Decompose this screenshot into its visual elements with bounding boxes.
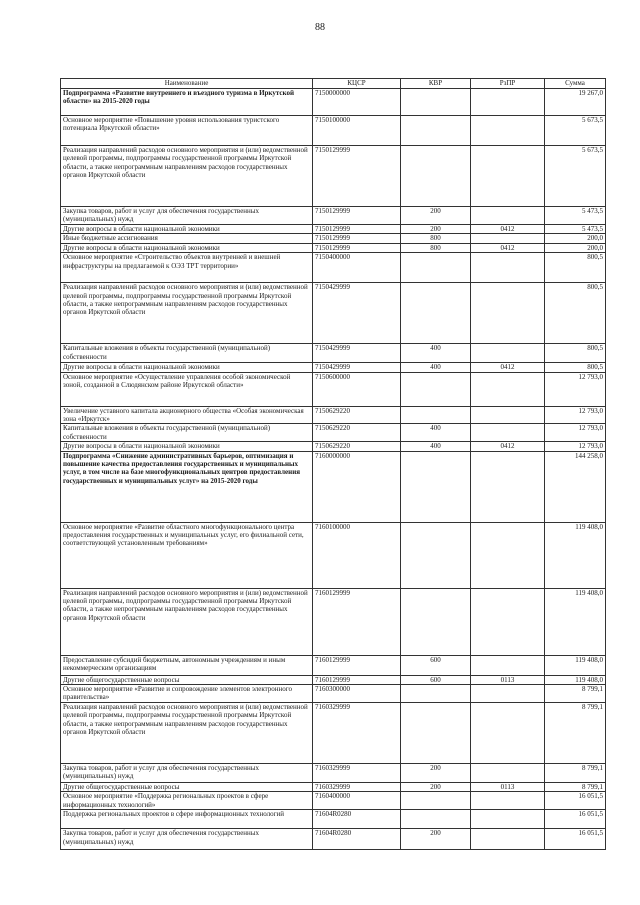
table-cell-sum: 8 799,1 <box>545 783 606 792</box>
table-cell-kvr: 600 <box>401 655 471 675</box>
table-cell-name: Основное мероприятие «Осуществление управления особой экономической зоной, созданной в Слюдянском районе Иркутской области» <box>61 372 313 406</box>
table-cell-kcsr: 7160329999 <box>313 764 401 783</box>
table-cell-rzpr: 0412 <box>471 363 545 372</box>
table-cell-name: Закупка товаров, работ и услуг для обеспечения государственных (муниципальных) нужд <box>61 829 313 850</box>
table-cell-name: Увеличение уставного капитала акционерного общества «Особая экономическая зона «Иркутск» <box>61 406 313 424</box>
table-cell-kvr <box>401 406 471 424</box>
table-cell-rzpr: 0412 <box>471 243 545 252</box>
table-cell-kvr <box>401 703 471 764</box>
table-cell-sum: 200,0 <box>545 243 606 252</box>
table-row <box>61 89 606 116</box>
table-cell-rzpr <box>471 588 545 655</box>
table-cell-rzpr <box>471 89 545 116</box>
table-cell-kvr: 200 <box>401 207 471 225</box>
table-cell-kcsr: 7150129999 <box>313 243 401 252</box>
table-cell-sum: 119 408,0 <box>545 588 606 655</box>
table-cell-name: Основное мероприятие «Строительство объектов внутренней и внешней инфраструктуры на предлагаемой к ОЭЗ ТРТ территории» <box>61 253 313 283</box>
table-cell-sum: 800,5 <box>545 363 606 372</box>
table-cell-rzpr <box>471 829 545 850</box>
table-cell-kvr: 600 <box>401 675 471 684</box>
table-cell-rzpr <box>471 116 545 146</box>
table-cell-sum: 5 473,5 <box>545 225 606 234</box>
table-cell-kcsr: 7160400000 <box>313 792 401 810</box>
table-cell-kvr: 200 <box>401 783 471 792</box>
table-cell-sum: 800,5 <box>545 344 606 363</box>
header-name: Наименование <box>61 79 313 89</box>
table-cell-name: Реализация направлений расходов основного мероприятия и (или) ведомственной целевой программы, подпрограммы государственной программы Иркутской области, а также непрограммным направлениям расходов государственных органов Иркутской области <box>61 283 313 344</box>
table-row <box>61 372 606 406</box>
table-cell-name: Капитальные вложения в объекты государственной (муниципальной) собственности <box>61 344 313 363</box>
table-cell-kvr <box>401 146 471 207</box>
table-cell-name: Подпрограмма «Снижение административных барьеров, оптимизация и повышение качества предоставления государственных и муниципальных услуг, в том числе на базе многофункциональных центров предоставления государственных и муниципальных услуг» на 2015-2020 годы <box>61 451 313 522</box>
table-cell-sum: 119 408,0 <box>545 522 606 588</box>
table-row <box>61 522 606 588</box>
table-cell-kcsr: 7150129999 <box>313 207 401 225</box>
table-cell-sum: 12 793,0 <box>545 406 606 424</box>
table-cell-kcsr: 7150129999 <box>313 234 401 243</box>
table-cell-rzpr <box>471 146 545 207</box>
table-cell-kcsr: 7160329999 <box>313 783 401 792</box>
table-cell-sum: 12 793,0 <box>545 372 606 406</box>
table-row <box>61 588 606 655</box>
budget-table <box>60 78 606 850</box>
table-cell-kvr <box>401 283 471 344</box>
table-cell-rzpr <box>471 685 545 703</box>
table-cell-kcsr: 7150400000 <box>313 253 401 283</box>
header-sum: Сумма <box>545 79 606 89</box>
table-cell-rzpr: 0113 <box>471 783 545 792</box>
table-cell-rzpr <box>471 207 545 225</box>
table-cell-kcsr: 7150429999 <box>313 363 401 372</box>
table-cell-kvr: 200 <box>401 829 471 850</box>
table-row <box>61 207 606 225</box>
table-cell-rzpr: 0113 <box>471 675 545 684</box>
table-cell-rzpr: 0412 <box>471 442 545 451</box>
table-cell-kcsr: 7150129999 <box>313 146 401 207</box>
table-row <box>61 363 606 372</box>
table-cell-rzpr: 0412 <box>471 225 545 234</box>
table-cell-sum: 800,5 <box>545 283 606 344</box>
table-cell-kvr: 200 <box>401 225 471 234</box>
table-cell-kvr: 400 <box>401 442 471 451</box>
table-cell-sum: 8 799,1 <box>545 703 606 764</box>
table-cell-name: Капитальные вложения в объекты государственной (муниципальной) собственности <box>61 424 313 442</box>
table-cell-kcsr: 7160129999 <box>313 588 401 655</box>
table-cell-kvr <box>401 372 471 406</box>
table-cell-kcsr: 7160300000 <box>313 685 401 703</box>
table-row <box>61 243 606 252</box>
table-cell-rzpr <box>471 253 545 283</box>
table-row <box>61 655 606 675</box>
table-cell-rzpr <box>471 703 545 764</box>
table-cell-sum: 5 673,5 <box>545 146 606 207</box>
table-cell-kvr <box>401 451 471 522</box>
table-cell-rzpr <box>471 655 545 675</box>
table-cell-kcsr: 7160129999 <box>313 655 401 675</box>
header-kvr: КВР <box>401 79 471 89</box>
table-cell-kcsr: 7150629220 <box>313 424 401 442</box>
table-cell-name: Другие вопросы в области национальной экономики <box>61 225 313 234</box>
page-number: 88 <box>315 22 325 33</box>
table-cell-rzpr <box>471 372 545 406</box>
table-cell-kcsr: 7160000000 <box>313 451 401 522</box>
table-cell-kcsr: 7150100000 <box>313 116 401 146</box>
table-cell-kcsr: 7160129999 <box>313 675 401 684</box>
table-cell-rzpr <box>471 810 545 829</box>
table-cell-kcsr: 7150429999 <box>313 283 401 344</box>
table-cell-name: Иные бюджетные ассигнования <box>61 234 313 243</box>
table-cell-sum: 144 258,0 <box>545 451 606 522</box>
table-row <box>61 424 606 442</box>
table-cell-kvr: 200 <box>401 764 471 783</box>
table-header-row <box>61 79 606 89</box>
table-cell-name: Другие вопросы в области национальной экономики <box>61 243 313 252</box>
header-rzpr: РзПР <box>471 79 545 89</box>
table-cell-kcsr: 7150429999 <box>313 344 401 363</box>
table-cell-kvr <box>401 89 471 116</box>
table-cell-sum: 8 799,1 <box>545 685 606 703</box>
table-cell-sum: 16 051,5 <box>545 810 606 829</box>
table-cell-name: Закупка товаров, работ и услуг для обеспечения государственных (муниципальных) нужд <box>61 207 313 225</box>
table-cell-name: Основное мероприятие «Повышение уровня использования туристского потенциала Иркутской области» <box>61 116 313 146</box>
table-cell-kvr: 400 <box>401 363 471 372</box>
table-cell-kvr: 400 <box>401 424 471 442</box>
table-row <box>61 829 606 850</box>
table-cell-name: Реализация направлений расходов основного мероприятия и (или) ведомственной целевой программы, подпрограммы государственной программы Иркутской области, а также непрограммным направлениям расходов государственных органов Иркутской области <box>61 146 313 207</box>
table-row <box>61 685 606 703</box>
table-cell-sum: 8 799,1 <box>545 764 606 783</box>
table-cell-kvr <box>401 116 471 146</box>
table-cell-sum: 16 051,5 <box>545 829 606 850</box>
table-cell-name: Другие вопросы в области национальной экономики <box>61 363 313 372</box>
table-cell-rzpr <box>471 522 545 588</box>
table-cell-rzpr <box>471 283 545 344</box>
table-cell-name: Реализация направлений расходов основного мероприятия и (или) ведомственной целевой программы, подпрограммы государственной программы Иркутской области, а также непрограммным направлениям расходов государственных органов Иркутской области <box>61 703 313 764</box>
table-cell-kvr <box>401 685 471 703</box>
table-row <box>61 234 606 243</box>
table-cell-name: Реализация направлений расходов основного мероприятия и (или) ведомственной целевой программы, подпрограммы государственной программы Иркутской области, а также непрограммным направлениям расходов государственных органов Иркутской области <box>61 588 313 655</box>
table-cell-kvr: 800 <box>401 243 471 252</box>
table-row <box>61 225 606 234</box>
table-cell-name: Предоставление субсидий бюджетным, автономным учреждениям и иным некоммерческим организациям <box>61 655 313 675</box>
table-row <box>61 253 606 283</box>
table-cell-kvr <box>401 792 471 810</box>
table-cell-rzpr <box>471 406 545 424</box>
table-cell-name: Основное мероприятие «Развитие и сопровождение элементов электронного правительства» <box>61 685 313 703</box>
table-cell-kcsr: 7150129999 <box>313 225 401 234</box>
table-cell-kcsr: 7160329999 <box>313 703 401 764</box>
table-cell-rzpr <box>471 424 545 442</box>
table-cell-rzpr <box>471 764 545 783</box>
table-cell-rzpr <box>471 792 545 810</box>
table-row <box>61 792 606 810</box>
table-row <box>61 764 606 783</box>
table-row <box>61 810 606 829</box>
table-cell-sum: 200,0 <box>545 234 606 243</box>
table-row <box>61 675 606 684</box>
table-cell-kvr: 400 <box>401 344 471 363</box>
table-cell-kvr <box>401 810 471 829</box>
table-cell-sum: 5 673,5 <box>545 116 606 146</box>
table-cell-rzpr <box>471 234 545 243</box>
table-cell-kcsr: 7150629220 <box>313 406 401 424</box>
table-cell-sum: 5 473,5 <box>545 207 606 225</box>
table-cell-name: Поддержка региональных проектов в сфере информационных технологий <box>61 810 313 829</box>
table-row <box>61 283 606 344</box>
table-cell-sum: 12 793,0 <box>545 424 606 442</box>
table-cell-sum: 16 051,5 <box>545 792 606 810</box>
table-cell-kcsr: 7150629220 <box>313 442 401 451</box>
table-cell-rzpr <box>471 451 545 522</box>
table-row <box>61 442 606 451</box>
table-cell-name: Подпрограмма «Развитие внутреннего и въездного туризма в Иркутской области» на 2015-2020 годы <box>61 89 313 116</box>
table-cell-kcsr: 7150600000 <box>313 372 401 406</box>
table-cell-name: Другие общегосударственные вопросы <box>61 675 313 684</box>
table-row <box>61 344 606 363</box>
table-cell-name: Основное мероприятие «Поддержка региональных проектов в сфере информационных технологий» <box>61 792 313 810</box>
table-cell-kcsr: 71604R0280 <box>313 810 401 829</box>
table-cell-sum: 800,5 <box>545 253 606 283</box>
table-body <box>61 89 606 850</box>
table-row <box>61 116 606 146</box>
table-cell-kcsr: 71604R0280 <box>313 829 401 850</box>
table-row <box>61 703 606 764</box>
table-cell-kvr <box>401 522 471 588</box>
table-row <box>61 451 606 522</box>
table-cell-kcsr: 7150000000 <box>313 89 401 116</box>
table-row <box>61 146 606 207</box>
table-cell-kcsr: 7160100000 <box>313 522 401 588</box>
table-cell-name: Закупка товаров, работ и услуг для обеспечения государственных (муниципальных) нужд <box>61 764 313 783</box>
table-cell-sum: 119 408,0 <box>545 675 606 684</box>
table-cell-name: Основное мероприятие «Развитие областного многофункционального центра предоставления государственных и муниципальных услуг, его филиальной сети, соответствующей установленным требованиям» <box>61 522 313 588</box>
table-cell-sum: 12 793,0 <box>545 442 606 451</box>
table-cell-kvr <box>401 253 471 283</box>
table-cell-sum: 19 267,0 <box>545 89 606 116</box>
table-row <box>61 783 606 792</box>
table-cell-rzpr <box>471 344 545 363</box>
table-row <box>61 406 606 424</box>
table-cell-kvr: 800 <box>401 234 471 243</box>
table-cell-name: Другие вопросы в области национальной экономики <box>61 442 313 451</box>
header-kcsr: КЦСР <box>313 79 401 89</box>
table-cell-kvr <box>401 588 471 655</box>
table-cell-name: Другие общегосударственные вопросы <box>61 783 313 792</box>
table-cell-sum: 119 408,0 <box>545 655 606 675</box>
